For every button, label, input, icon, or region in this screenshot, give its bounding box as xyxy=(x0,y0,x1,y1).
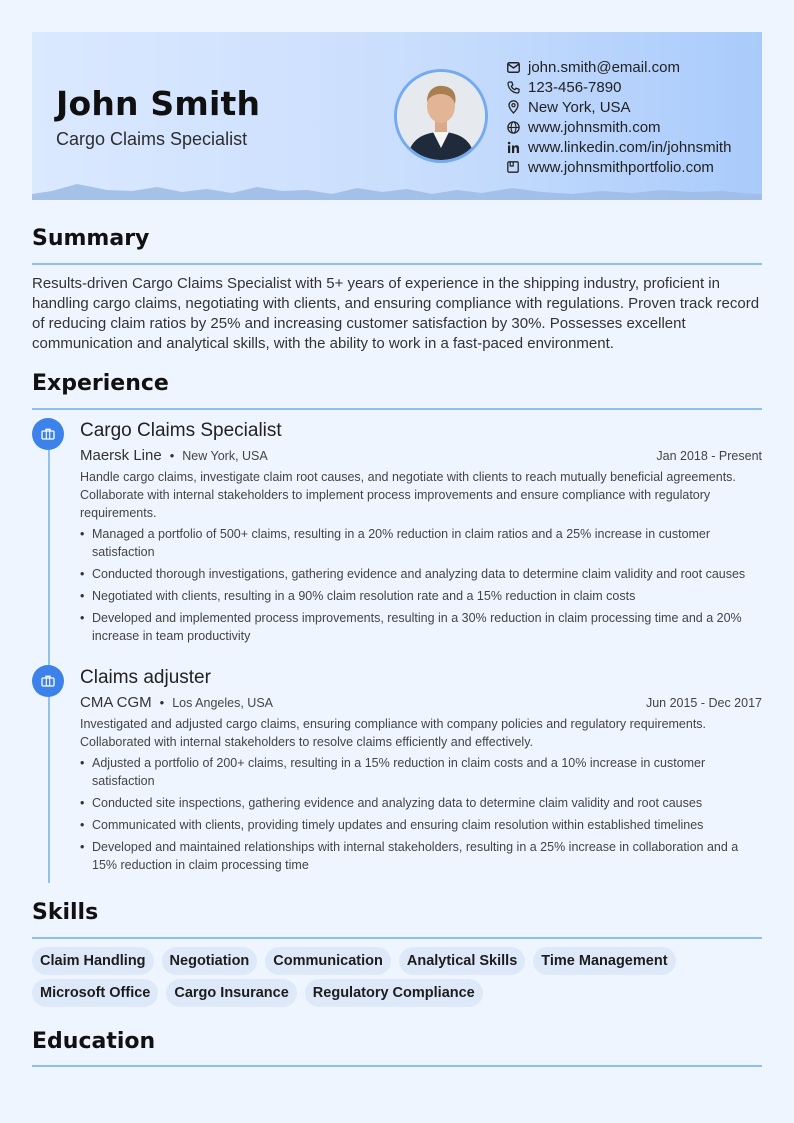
contact-list xyxy=(506,57,731,177)
job-title: Claims adjuster xyxy=(80,667,211,688)
education-heading: Education xyxy=(32,1029,156,1054)
contact-website[interactable]: www.johnsmith.com xyxy=(506,117,731,137)
achievement-item: • Managed a portfolio of 500+ claims, resulting in a 20% reduction in claim ratios and a 25% increase in customer satisfaction xyxy=(80,525,762,561)
skill-tag: Cargo Insurance xyxy=(166,979,296,1007)
briefcase-icon xyxy=(32,418,64,450)
achievement-item: • Communicated with clients, providing timely updates and ensuring claim resolution within established timelines xyxy=(80,816,762,834)
separator-dot: • xyxy=(159,695,165,710)
job-entry xyxy=(80,665,762,878)
resume-page xyxy=(32,32,762,1054)
portfolio-icon xyxy=(506,160,520,174)
briefcase-icon xyxy=(32,665,64,697)
experience-divider xyxy=(32,408,762,410)
resume-header xyxy=(32,32,762,200)
summary-text: Results-driven Cargo Claims Specialist with 5+ years of experience in the shipping industry, proficient in handling cargo claims, negotiating with clients, and ensuring compliance with regulations. Proven track record of reducing claim ratios by 25% and increasing customer satisfaction by 30%. Possesses excellent communication and analytical skills, with the ability to work in a fast-paced environment. xyxy=(32,275,760,352)
candidate-name: John Smith xyxy=(56,84,261,123)
skill-tag: Microsoft Office xyxy=(32,979,158,1007)
location-icon xyxy=(506,100,520,114)
skill-tag: Regulatory Compliance xyxy=(305,979,483,1007)
education-divider xyxy=(32,1065,762,1067)
achievement-item: • Developed and implemented process improvements, resulting in a 30% reduction in claim processing time and a 20% increase in team productivity xyxy=(80,609,762,645)
achievement-item: • Conducted thorough investigations, gathering evidence and analyzing data to determine claim validity and root causes xyxy=(80,565,762,583)
linkedin-icon xyxy=(506,140,520,154)
skills-divider xyxy=(32,937,762,939)
job-location: New York, USA xyxy=(182,449,268,463)
job-dates: Jun 2015 - Dec 2017 xyxy=(645,696,762,710)
contact-portfolio[interactable]: www.johnsmithportfolio.com xyxy=(506,157,731,177)
separator-dot: • xyxy=(169,448,175,463)
candidate-title: Cargo Claims Specialist xyxy=(56,129,248,149)
contact-linkedin[interactable]: www.linkedin.com/in/johnsmith xyxy=(506,137,731,157)
job-dates: Jan 2018 - Present xyxy=(656,449,762,463)
skills-heading: Skills xyxy=(32,900,99,925)
skill-tag: Claim Handling xyxy=(32,947,154,975)
experience-heading: Experience xyxy=(32,371,169,396)
job-location: Los Angeles, USA xyxy=(172,696,273,710)
job-description: Investigated and adjusted cargo claims, ensuring compliance with company policies and regulatory requirements. Collaborated with internal stakeholders to resolve claims efficiently and effectively. xyxy=(80,717,707,749)
job-title: Cargo Claims Specialist xyxy=(80,420,282,441)
skill-tag: Communication xyxy=(265,947,391,975)
job-meta xyxy=(80,692,762,714)
skill-tag: Negotiation xyxy=(162,947,258,975)
achievement-item: • Developed and maintained relationships with internal stakeholders, resulting in a 25% increase in collaboration and a 15% reduction in claim processing time xyxy=(80,838,762,874)
job-entry xyxy=(80,418,762,649)
summary-heading: Summary xyxy=(32,226,150,251)
profile-photo xyxy=(394,69,488,163)
achievement-item: • Negotiated with clients, resulting in a 90% claim resolution rate and a 15% reduction in claim costs xyxy=(80,587,762,605)
achievement-item: • Adjusted a portfolio of 200+ claims, resulting in a 15% reduction in claim costs and a 10% increase in customer satisfaction xyxy=(80,754,762,790)
skill-tag: Analytical Skills xyxy=(399,947,525,975)
contact-location: New York, USA xyxy=(506,97,731,117)
mail-icon xyxy=(506,60,520,74)
summary-divider xyxy=(32,263,762,265)
experience-timeline xyxy=(48,434,50,883)
phone-icon xyxy=(506,80,520,94)
job-description: Handle cargo claims, investigate claim root causes, and negotiate with clients to reach mutually beneficial agreements. Collaborate with internal stakeholders to implement process improvements and ensure compliance with regulatory requirements. xyxy=(80,470,736,520)
skill-tag: Time Management xyxy=(533,947,675,975)
achievement-item: • Conducted site inspections, gathering evidence and analyzing data to determine claim validity and root causes xyxy=(80,794,762,812)
header-decoration xyxy=(32,182,762,200)
contact-phone[interactable]: 123-456-7890 xyxy=(506,77,731,97)
contact-email[interactable]: john.smith@email.com xyxy=(506,57,731,77)
job-company: CMA CGM xyxy=(80,694,152,711)
job-achievements xyxy=(80,754,762,874)
skills-list xyxy=(32,947,762,1007)
job-achievements xyxy=(80,525,762,645)
job-company: Maersk Line xyxy=(80,447,162,464)
job-meta xyxy=(80,445,762,467)
globe-icon xyxy=(506,120,520,134)
